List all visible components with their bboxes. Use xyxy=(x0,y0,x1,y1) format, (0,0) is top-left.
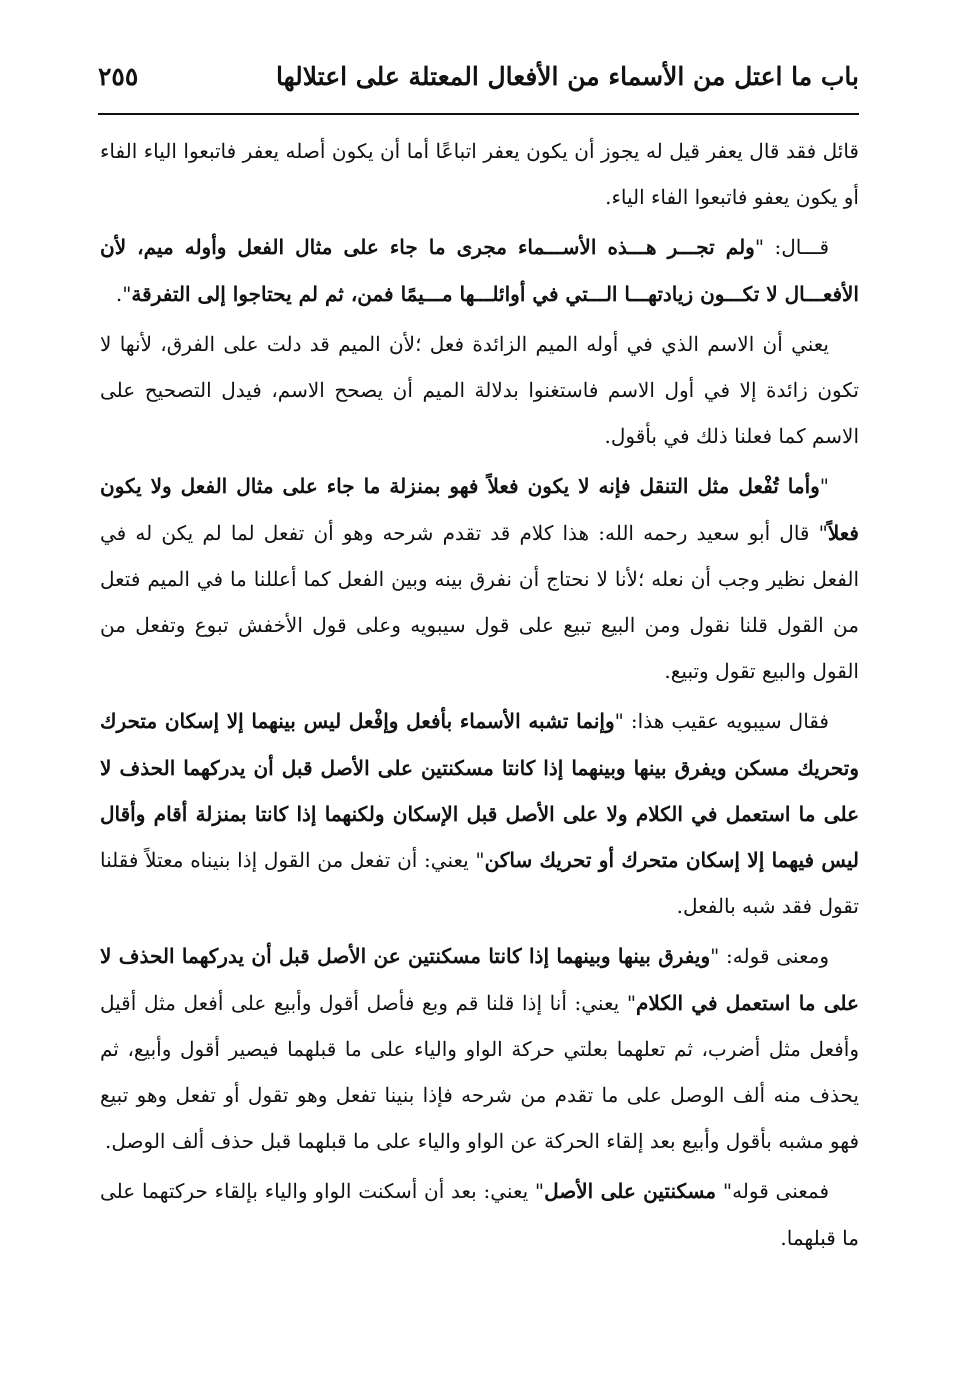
text-run: " يعني: أنا إذا قلنا قم وبع فأصل أقول وأبيع على أفعل مثل أقيل وأفعل مثل أضرب، ثم تعلهما بعلتي حركة الواو والياء على ما قبلهما فيصير أقول وأبيع، ثم يحذف منه ألف الوصل على ما تقدم من شرحه فإذا بنينا تفعل وهو تقول أو تفعل وهو تبيع فهو مشبه بأقول وأبيع بعد إلقاء الحركة عن الواو والياء على ما قبلهما قبل حذف ألف الوصل. xyxy=(100,990,859,1154)
text-run: ". xyxy=(115,281,132,306)
quoted-text: ويفرق بينها وبينهما إذا كانتا مسكنتين عن الأصل قبل أن يدركهما الحذف لا على ما استعمل في الكلام xyxy=(100,944,859,1015)
body-text xyxy=(100,128,859,1261)
text-run: " يعني: أن تفعل من القول إذا بنيناه معتلاً فقلنا تقول فقد شبه بالفعل. xyxy=(100,848,859,919)
text-run: قائل فقد قال يعفر قيل له يجوز أن يكون يعفر اتباعًا أما أن يكون أصله يعفر فاتبعوا الياء الفاء أو يكون يعفو فاتبعوا الفاء الياء. xyxy=(100,139,859,210)
running-header xyxy=(98,58,859,108)
paragraph xyxy=(100,321,859,460)
text-run: " xyxy=(819,474,829,499)
quoted-text: وأما تُفْعل مثل التنقل فإنه لا يكون فعلاً فهو بمنزلة ما جاء على مثال الفعل ولا يكون فعلاً xyxy=(100,474,859,545)
text-run: " يعني: بعد أن أسكنت الواو والياء بإلقاء حركتهما على ما قبلهما. xyxy=(100,1179,859,1250)
text-run: ومعنى قوله: " xyxy=(710,944,829,969)
quoted-text: ولم تجـــر هـــذه الأســـماء مجرى ما جاء على مثال الفعل وأوله ميم، لأن الأفعـــال لا تكـــون زيادتهـــا الـــتي في أوائلـــها مـــيمًا فمن، ثم لم يحتاجوا إلى التفرقة xyxy=(100,235,859,306)
paragraph xyxy=(100,698,859,929)
paragraph xyxy=(100,128,859,220)
text-run: فقال سيبويه عقيب هذا: " xyxy=(614,709,829,734)
text-run: " قال أبو سعيد رحمه الله: هذا كلام قد تقدم شرحه وهو أن تفعل لما لم يكن له في الفعل نظير وجب أن نعله ؛لأنا لا نحتاج أن نفرق بينه وبين الفعل كما أعللنا ما في الميم فتعل من القول قلنا نقول ومن البيع تبيع على قول سيبويه وعلى قول الأخفش تبوع وتفعل من القول والبيع تقول وتبيع. xyxy=(100,520,859,684)
paragraph xyxy=(100,1168,859,1260)
paragraph xyxy=(100,933,859,1164)
page-number: ٢٥٥ xyxy=(98,62,139,91)
text-run: قـــال: " xyxy=(754,235,830,260)
chapter-title: باب ما اعتل من الأسماء من الأفعال المعتلة على اعتلالها xyxy=(275,62,859,91)
text-run: يعني أن الاسم الذي في أوله الميم الزائدة فعل ؛لأن الميم قد دلت على الفرق، لأنها لا تكون زائدة إلا في أول الاسم فاستغنوا بدلالة الميم أن يصحح الاسم، فيدل التصحيح على الاسم كما فعلنا ذلك في بأقول. xyxy=(100,331,859,449)
header-divider xyxy=(98,113,859,115)
paragraph xyxy=(100,224,859,316)
quoted-text: وإنما تشبه الأسماء بأفعل وإفْعل ليس بينهما إلا إسكان متحرك وتحريك مسكن ويفرق بينها وبينهما إذا كانتا مسكنتين على الأصل قبل أن يدركهما الحذف لا على ما استعمل في الكلام ولا على الأصل قبل الإسكان ولكنهما إذا كانتا بمنزلة أقام وأقال ليس فيهما إلا إسكان متحرك أو تحريك ساكن xyxy=(100,709,860,873)
text-run: فمعنى قوله" xyxy=(716,1179,830,1204)
paragraph xyxy=(100,463,859,694)
quoted-text: مسكنتين على الأصل xyxy=(544,1179,717,1204)
